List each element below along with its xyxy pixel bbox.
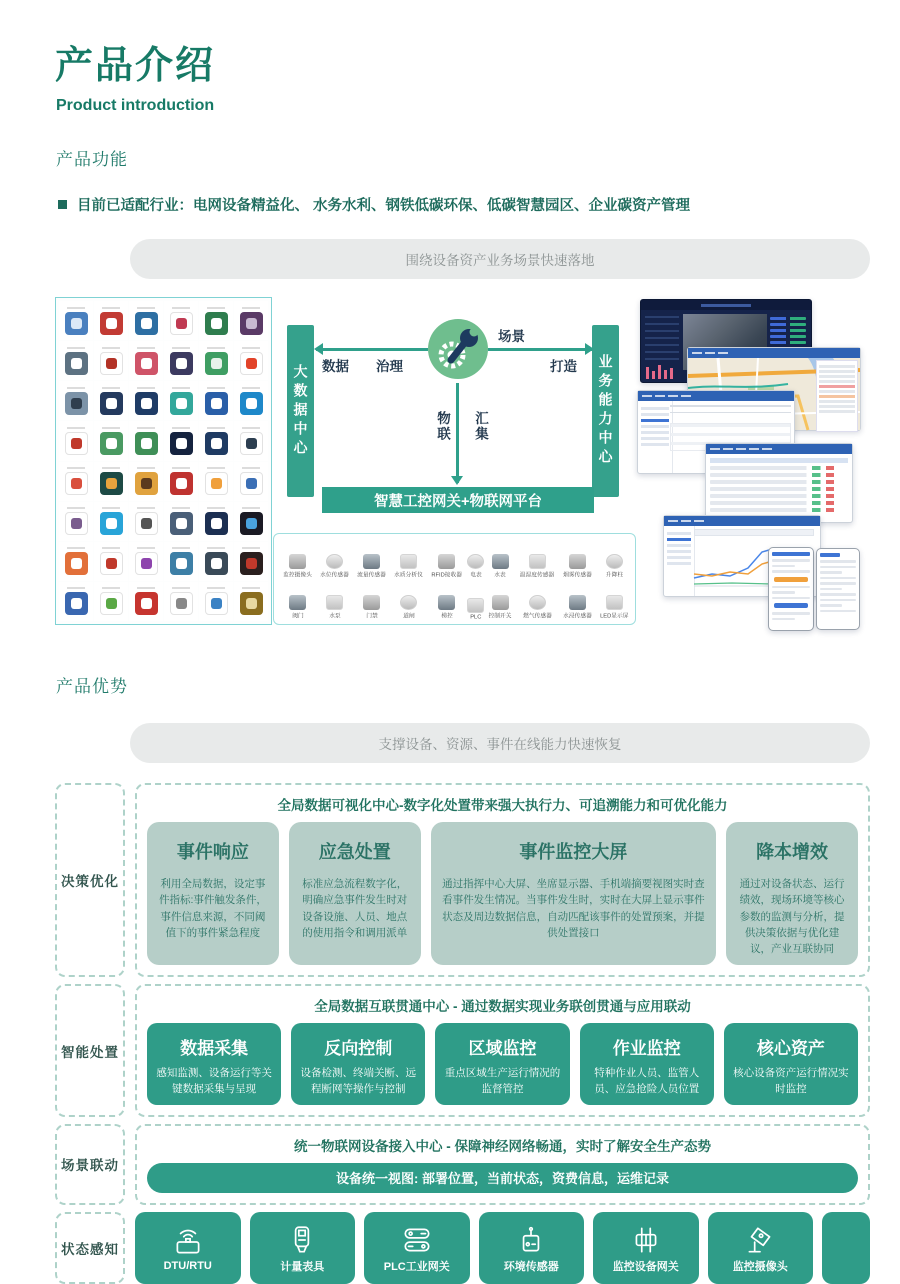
app-logo-tile [94, 502, 128, 541]
chart-header [664, 516, 820, 526]
app-logo-tile [94, 341, 128, 380]
card-title: 事件监控大屏 [519, 842, 628, 862]
row-scene-linkage [55, 1124, 870, 1205]
app-logo-tile [59, 381, 93, 420]
business-capability-label: 业务能力中心 [597, 354, 614, 468]
row-title-decision: 全局数据可视化中心-数字化处置带来强大执行力、可追溯能力和可优化能力 [277, 798, 728, 813]
console-toolbar [670, 405, 791, 413]
card-title: 事件响应 [176, 842, 249, 862]
app-logo-tile [199, 381, 233, 420]
device-label: LED显示屏 [600, 613, 629, 620]
row-title-scene: 统一物联网设备接入中心 - 保障神经网络畅通，实时了解安全生产态势 [294, 1138, 711, 1154]
device-photo [326, 595, 343, 610]
plc-gateway-icon [400, 1225, 434, 1255]
connector-logo-grid [55, 297, 272, 625]
app-logo-tile [234, 582, 268, 621]
iot-device-item [486, 580, 514, 621]
app-logo-tile [199, 502, 233, 541]
iot-device-item [280, 539, 315, 580]
device-label: 水质分析仪 [394, 572, 423, 579]
device-photo [289, 595, 306, 610]
app-logo-tile [94, 582, 128, 621]
app-logo-tile [164, 421, 198, 460]
device-label: 门禁 [365, 613, 378, 620]
row-intelligent-disposal [55, 984, 870, 1116]
iot-device-item [597, 539, 632, 580]
device-label: 控制开关 [488, 613, 512, 620]
arrow-right [488, 348, 592, 351]
app-logo-tile [164, 582, 198, 621]
device-unified-view-pill: 设备统一视图: 部署位置，当前状态，资费信息，运维记录 [147, 1163, 858, 1193]
flow-label-scene: 场景 [498, 329, 525, 344]
scene-banner: 围绕设备资产业务场景快速落地 [130, 239, 870, 279]
device-label: 梯控 [440, 613, 453, 620]
section-advantages-heading: 产品优势 [56, 677, 128, 696]
card-core-assets [724, 1023, 858, 1104]
device-photo [569, 595, 586, 610]
sense-card-plc-gateway [364, 1212, 470, 1284]
iot-device-item [317, 539, 352, 580]
device-photo [569, 554, 586, 569]
app-logo-tile [234, 421, 268, 460]
flow-label-data: 数据 [322, 359, 349, 374]
app-logo-tile [129, 502, 163, 541]
device-label: 水泵 [328, 613, 341, 620]
table-screenshot [705, 443, 853, 523]
device-label: 监控摄像头 [283, 572, 312, 579]
device-photo [400, 595, 417, 610]
app-logo-tile [234, 462, 268, 501]
industries-bullet [58, 194, 900, 215]
table-column-head [710, 458, 848, 463]
dashboard-header [641, 300, 811, 310]
row-label-intelligent: 智能处置 [55, 984, 125, 1116]
card-desc: 核心设备资产运行情况实时监控 [733, 1067, 849, 1095]
app-logo-tile [94, 542, 128, 581]
iot-device-item [354, 580, 389, 621]
device-label: 道闸 [402, 613, 415, 620]
gateway-bar: 智慧工控网关+物联网平台 [322, 487, 594, 513]
card-title: 数据采集 [180, 1039, 249, 1059]
app-logo-tile [59, 301, 93, 340]
bullet-square-icon [58, 200, 67, 209]
device-photo [606, 554, 623, 569]
app-logo-tile [234, 381, 268, 420]
device-label: 水位传感器 [320, 572, 349, 579]
card-emergency-handling [289, 822, 421, 965]
row-content-status [135, 1212, 870, 1284]
iot-device-item [391, 539, 426, 580]
monitor-gateway-icon [629, 1225, 663, 1255]
dashboard-left-panel [645, 316, 679, 364]
page-subtitle: Product introduction [56, 97, 215, 114]
card-cost-reduction [726, 822, 858, 965]
device-photo [438, 595, 455, 610]
app-logo-tile [164, 341, 198, 380]
sense-label: 监控摄像头 [732, 1261, 788, 1274]
app-logo-tile [129, 462, 163, 501]
device-photo [438, 554, 455, 569]
device-label: 水表 [494, 572, 507, 579]
iot-device-item [560, 539, 595, 580]
app-logo-tile [234, 502, 268, 541]
app-logo-tile [129, 301, 163, 340]
dashboard-bar-chart [646, 363, 680, 379]
arrow-down [456, 383, 459, 483]
iot-device-panel [273, 533, 636, 625]
app-logo-tile [234, 341, 268, 380]
card-desc: 感知监测、设备运行等关键数据采集与呈现 [156, 1067, 272, 1095]
device-photo [289, 554, 306, 569]
iot-device-item [428, 539, 465, 580]
app-logo-tile [94, 301, 128, 340]
card-title: 降本增效 [756, 842, 829, 862]
device-photo [326, 554, 343, 569]
device-label: PLC [470, 614, 482, 621]
table-header [706, 444, 852, 454]
industries-text: 目前已适配行业：电网设备精益化、 水务水利、钢铁低碳环保、低碳智慧园区、企业碳资产管理 [77, 198, 691, 214]
device-photo [467, 598, 484, 613]
app-logo-tile [164, 502, 198, 541]
card-desc: 通过对设备状态、运行绩效，现场环境等核心参数的监测与分析，提供决策依据与优化建议，产业互联协同 [739, 878, 845, 956]
app-logo-tile [129, 542, 163, 581]
iot-device-item [467, 539, 484, 580]
row-content-intelligent [135, 984, 870, 1116]
row-content-decision [135, 783, 870, 977]
app-logo-tile [234, 301, 268, 340]
card-event-response [147, 822, 279, 965]
hero-diagram [0, 295, 900, 640]
sense-label: DTU/RTU [163, 1260, 212, 1273]
card-event-monitor-screen [431, 822, 717, 965]
iot-device-item [560, 580, 595, 621]
chart-search-bar [694, 529, 814, 536]
app-logo-tile [199, 341, 233, 380]
iot-device-item [516, 580, 558, 621]
card-title: 反向控制 [324, 1039, 393, 1059]
device-photo [400, 554, 417, 569]
app-logo-tile [199, 542, 233, 581]
map-header [688, 348, 860, 358]
app-logo-tile [199, 582, 233, 621]
app-logo-tile [129, 421, 163, 460]
iot-device-item [317, 580, 352, 621]
sense-card-partial [822, 1212, 870, 1284]
app-logo-tile [199, 301, 233, 340]
iot-device-item [486, 539, 514, 580]
flow-label-collect: 汇集 [473, 411, 488, 442]
iot-device-item [597, 580, 632, 621]
app-logo-tile [94, 381, 128, 420]
sense-card-meter [250, 1212, 356, 1284]
app-logo-tile [129, 341, 163, 380]
device-photo [363, 554, 380, 569]
chart-sidebar [664, 526, 695, 596]
app-logo-tile [164, 301, 198, 340]
card-area-monitoring [435, 1023, 569, 1104]
card-reverse-control [291, 1023, 425, 1104]
device-label: 水浸传感器 [563, 613, 593, 620]
iot-device-item [280, 580, 315, 621]
device-photo [529, 554, 546, 569]
row-decision-optimization [55, 783, 870, 977]
console-sidebar [638, 401, 673, 473]
screenshot-cascade [635, 295, 897, 640]
device-photo [363, 595, 380, 610]
page [0, 34, 900, 1274]
device-label: 烟雾传感器 [563, 572, 593, 579]
device-photo [492, 554, 509, 569]
app-logo-tile [164, 462, 198, 501]
iot-device-item [467, 580, 484, 621]
gear-wrench-icon [426, 317, 490, 381]
map-side-table [816, 360, 858, 432]
sense-label: 环境传感器 [503, 1261, 559, 1274]
app-logo-tile [59, 421, 93, 460]
app-logo-tile [59, 341, 93, 380]
app-logo-tile [164, 542, 198, 581]
big-data-center-label: 大数据中心 [292, 363, 309, 459]
card-desc: 重点区域生产运行情况的监督管控 [444, 1067, 561, 1095]
sense-card-camera [708, 1212, 814, 1284]
dtu-icon [171, 1227, 205, 1257]
card-data-collection [147, 1023, 281, 1104]
card-title: 应急处置 [318, 842, 391, 862]
advantages-banner: 支撑设备、资源、事件在线能力快速恢复 [130, 723, 870, 763]
app-logo-tile [59, 502, 93, 541]
app-logo-tile [59, 462, 93, 501]
sense-card-dtu [135, 1212, 241, 1284]
console-header [638, 391, 794, 401]
arrow-left [316, 348, 428, 351]
device-photo [529, 595, 546, 610]
app-logo-tile [164, 381, 198, 420]
device-label: RFID接收器 [431, 572, 462, 579]
device-photo [606, 595, 623, 610]
card-title: 核心资产 [756, 1039, 825, 1059]
row-status-sensing [55, 1212, 870, 1284]
sense-card-env-sensor [479, 1212, 585, 1284]
flow-label-iot: 物联 [435, 411, 450, 442]
app-logo-tile [129, 381, 163, 420]
row-label-scene: 场景联动 [55, 1124, 125, 1205]
device-label: 升降柱 [606, 572, 624, 579]
app-logo-tile [199, 462, 233, 501]
card-title: 区域监控 [468, 1039, 537, 1059]
app-logo-tile [234, 542, 268, 581]
meter-icon [285, 1225, 319, 1255]
card-desc: 利用全局数据，设定事件指标:事件触发条件，事件信息来源，不同阈值下的事件紧急程度 [158, 878, 267, 939]
iot-device-item [428, 580, 465, 621]
flow-label-governance: 治理 [376, 359, 403, 374]
flow-label-build: 打造 [550, 359, 577, 374]
device-label: 流量传感器 [357, 572, 386, 579]
app-logo-tile [94, 421, 128, 460]
iot-device-item [391, 580, 426, 621]
device-photo [492, 595, 509, 610]
row-label-status: 状态感知 [55, 1212, 125, 1284]
device-label: 阀门 [291, 613, 304, 620]
sense-label: 计量表具 [280, 1261, 325, 1274]
device-photo [467, 554, 484, 569]
app-logo-tile [59, 542, 93, 581]
card-title: 作业监控 [612, 1039, 681, 1059]
section-functions-heading: 产品功能 [56, 150, 128, 169]
card-operation-monitoring [580, 1023, 714, 1104]
card-desc: 通过指挥中心大屏、坐席显示器、手机端摘要视图实时查看事件发生情况。当事件发生时，实时在大屏上显示事件状态及周边数据信息，自动匹配该事件的处置预案，并提供处置接口 [442, 878, 705, 939]
device-label: 电表 [470, 572, 482, 579]
page-title: 产品介绍 [55, 45, 216, 87]
iot-device-item [354, 539, 389, 580]
advantages-rows [55, 783, 870, 1284]
mobile-screenshot-1 [768, 547, 814, 631]
sense-card-monitor-gateway [593, 1212, 699, 1284]
app-logo-tile [129, 582, 163, 621]
env-sensor-icon [514, 1225, 548, 1255]
device-label: 燃气传感器 [522, 613, 552, 620]
sense-label: PLC工业网关 [383, 1261, 450, 1274]
device-label: 温湿度传感器 [520, 572, 555, 579]
mobile-screenshot-2 [816, 548, 860, 630]
camera-icon [743, 1225, 777, 1255]
row-content-scene [135, 1124, 870, 1205]
app-logo-tile [94, 462, 128, 501]
row-label-decision: 决策优化 [55, 783, 125, 977]
card-desc: 设备检测、终端关断、远程断网等操作与控制 [300, 1067, 417, 1095]
row-title-intelligent: 全局数据互联贯通中心 - 通过数据实现业务联创贯通与应用联动 [314, 999, 691, 1015]
app-logo-tile [199, 421, 233, 460]
app-logo-tile [59, 582, 93, 621]
sense-label: 监控设备网关 [612, 1261, 679, 1274]
iot-device-item [516, 539, 558, 580]
card-desc: 标准应急流程数字化，明确应急事件发生时对设备设施、人员、地点的使用指令和调用派单 [302, 878, 408, 939]
card-desc: 特种作业人员、监管人员、应急抢险人员位置 [594, 1067, 700, 1095]
